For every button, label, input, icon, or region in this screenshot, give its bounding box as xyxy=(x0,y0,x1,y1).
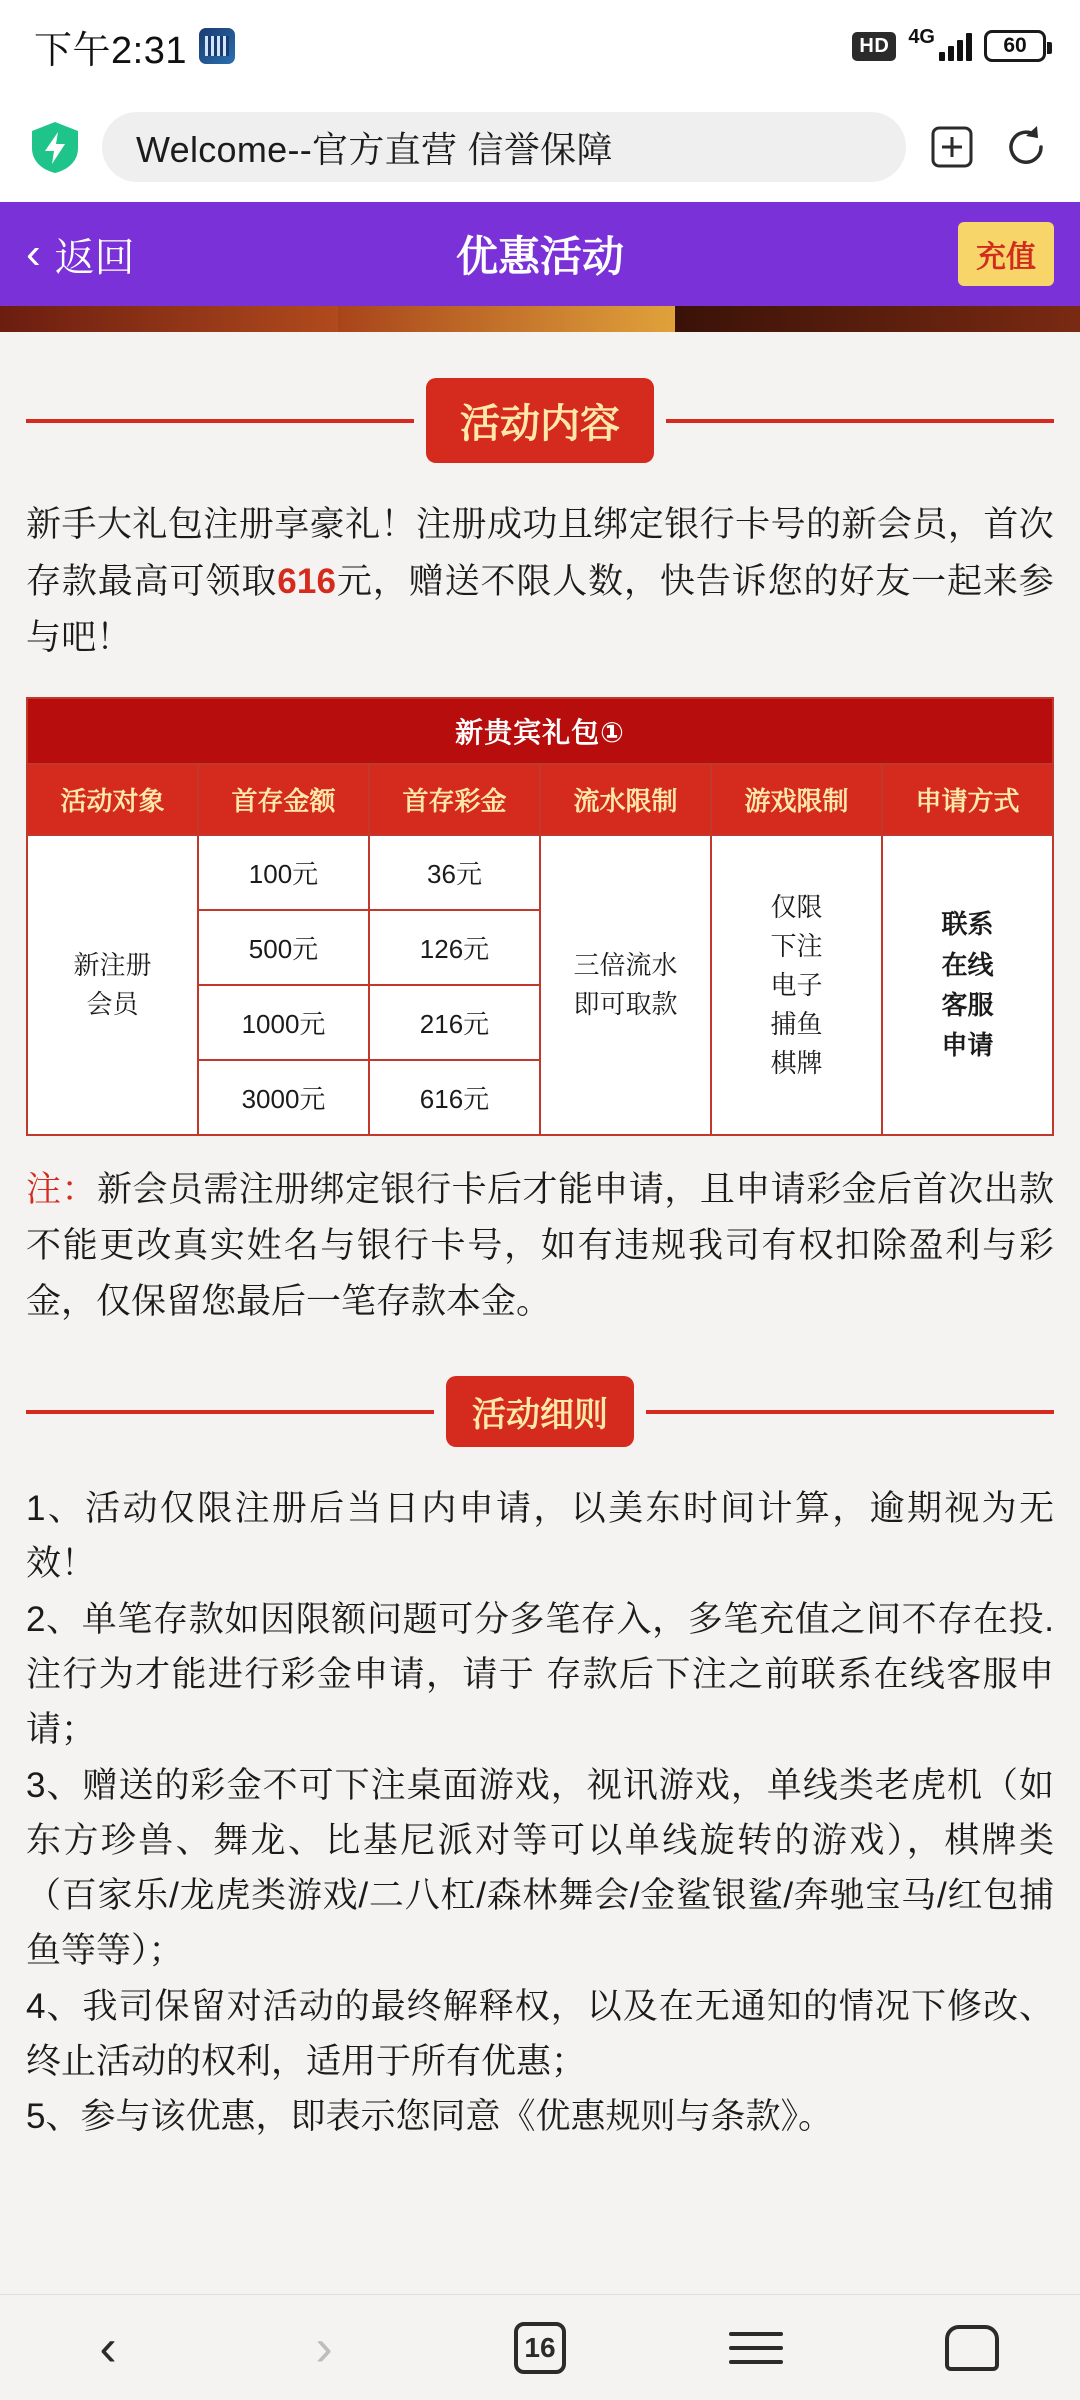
cell-deposit: 3000元 xyxy=(198,1060,369,1135)
table-row xyxy=(27,835,1053,910)
shield-lightning-icon[interactable] xyxy=(26,118,84,176)
cell-bonus: 616元 xyxy=(369,1060,540,1135)
cell-deposit: 1000元 xyxy=(198,985,369,1060)
browser-bottom-nav xyxy=(0,2294,1080,2400)
member-line-1: 新注册 xyxy=(73,950,152,981)
intro-paragraph xyxy=(26,497,1054,667)
cell-deposit: 500元 xyxy=(198,910,369,985)
url-text: Welcome--官方直营 信誉保障 xyxy=(136,128,613,170)
rule-item: 4、我司保留对活动的最终解释权，以及在无通知的情况下修改、终止活动的权利，适用于所有优惠； xyxy=(26,1986,1054,2082)
rule-item: 5、参与该优惠，即表示您同意《优惠规则与条款》。 xyxy=(26,2097,833,2137)
back-label: 返回 xyxy=(54,235,135,280)
intro-highlight: 616 xyxy=(277,561,337,601)
note-label: 注： xyxy=(26,1170,97,1210)
th-apply: 申请方式 xyxy=(882,764,1053,835)
status-right-group xyxy=(852,26,1046,62)
divider-right xyxy=(666,419,1054,423)
th-target: 活动对象 xyxy=(27,764,198,835)
cell-bonus: 216元 xyxy=(369,985,540,1060)
promo-table xyxy=(26,697,1054,1136)
games-line-4: 捕鱼 xyxy=(770,1008,823,1039)
status-left-group xyxy=(34,19,235,74)
games-line-5: 棋牌 xyxy=(770,1047,823,1078)
intro-part2: 元，赠送不限人数，快告诉您的好友一起来参与吧！ xyxy=(26,561,1054,658)
chevron-left-icon: ‹ xyxy=(26,229,41,278)
apply-line-4: 申请 xyxy=(941,1030,994,1061)
nav-forward-button[interactable] xyxy=(244,2295,404,2400)
table-note xyxy=(26,1162,1054,1330)
signal-icon xyxy=(908,26,972,61)
signal-bars-icon xyxy=(939,31,972,61)
nav-back-button[interactable] xyxy=(28,2295,188,2400)
back-button[interactable] xyxy=(26,226,135,283)
apply-line-2: 在线 xyxy=(941,949,994,980)
status-time: 下午2:31 xyxy=(34,29,187,72)
wager-line-2: 即可取款 xyxy=(573,989,678,1020)
apply-line-1: 联系 xyxy=(941,909,994,940)
games-line-2: 下注 xyxy=(770,930,823,961)
table-body xyxy=(27,835,1053,1135)
table-caption: 新贵宾礼包① xyxy=(27,698,1053,764)
page-title: 优惠活动 xyxy=(455,233,624,280)
browser-toolbar xyxy=(0,92,1080,202)
banner-strip xyxy=(0,306,1080,332)
topup-button[interactable]: 充值 xyxy=(958,222,1054,286)
nav-tabs-button[interactable] xyxy=(460,2295,620,2400)
rules-list xyxy=(26,1481,1054,2145)
games-line-3: 电子 xyxy=(770,969,823,1000)
th-wager: 流水限制 xyxy=(540,764,711,835)
apply-line-3: 客服 xyxy=(941,990,994,1021)
nav-menu-button[interactable] xyxy=(676,2295,836,2400)
battery-level: 60 xyxy=(1003,34,1027,57)
cell-games xyxy=(711,835,882,1135)
cell-member xyxy=(27,835,198,1135)
note-text: 新会员需注册绑定银行卡后才能申请，且申请彩金后首次出款不能更改真实姓名与银行卡号，如有违规我司有权扣除盈利与彩金，仅保留您最后一笔存款本金。 xyxy=(26,1170,1054,1322)
th-bonus: 首存彩金 xyxy=(369,764,540,835)
cell-apply xyxy=(882,835,1053,1135)
section-header-content xyxy=(26,378,1054,463)
tabs-count: 16 xyxy=(514,2322,566,2374)
nav-home-button[interactable] xyxy=(892,2295,1052,2400)
status-bar xyxy=(0,0,1080,92)
divider-left xyxy=(26,1410,434,1414)
chevron-right-icon: › xyxy=(315,2318,333,2377)
cell-bonus: 126元 xyxy=(369,910,540,985)
member-line-2: 会员 xyxy=(86,989,139,1020)
rule-item: 1、活动仅限注册后当日内申请，以美东时间计算，逾期视为无效！ xyxy=(26,1489,1054,1584)
cell-wager xyxy=(540,835,711,1135)
th-games: 游戏限制 xyxy=(711,764,882,835)
page-content xyxy=(0,332,1080,2294)
hd-icon: HD xyxy=(852,32,896,61)
home-icon xyxy=(945,2325,999,2371)
cell-deposit: 100元 xyxy=(198,835,369,910)
intro-part1: 新手大礼包注册享豪礼！注册成功且绑定银行卡号的新会员，首次存款最高可领取 xyxy=(26,505,1054,601)
cell-bonus: 36元 xyxy=(369,835,540,910)
refresh-icon[interactable] xyxy=(998,119,1054,175)
bookmark-add-icon[interactable] xyxy=(924,119,980,175)
section-title-rules: 活动细则 xyxy=(446,1376,634,1447)
divider-right xyxy=(646,1410,1054,1414)
wager-line-1: 三倍流水 xyxy=(573,950,678,981)
chevron-left-icon: ‹ xyxy=(99,2318,117,2377)
rule-item: 3、赠送的彩金不可下注桌面游戏，视讯游戏，单线类老虎机（如东方珍兽、舞龙、比基尼派对等可以单线旋转的游戏），棋牌类（百家乐/龙虎类游戏/二八杠/森林舞会/金鲨银鲨/奔驰宝马/红包捕鱼等等）； xyxy=(26,1765,1054,1971)
table-caption-row xyxy=(27,698,1053,764)
rule-item: 2、单笔存款如因限额问题可分多笔存入，多笔充值之间不存在投.注行为才能进行彩金申请，请于 存款后下注之前联系在线客服申请； xyxy=(26,1599,1054,1750)
games-line-1: 仅限 xyxy=(770,891,823,922)
divider-left xyxy=(26,419,414,423)
th-deposit: 首存金额 xyxy=(198,764,369,835)
battery-icon xyxy=(984,30,1046,62)
table-header-row xyxy=(27,764,1053,835)
network-type-label: 4G xyxy=(908,26,935,48)
section-header-rules xyxy=(26,1376,1054,1447)
menu-icon xyxy=(729,2332,783,2364)
page-header xyxy=(0,202,1080,306)
url-bar[interactable] xyxy=(102,112,906,182)
section-title-content: 活动内容 xyxy=(426,378,654,463)
app-icon xyxy=(199,28,235,64)
